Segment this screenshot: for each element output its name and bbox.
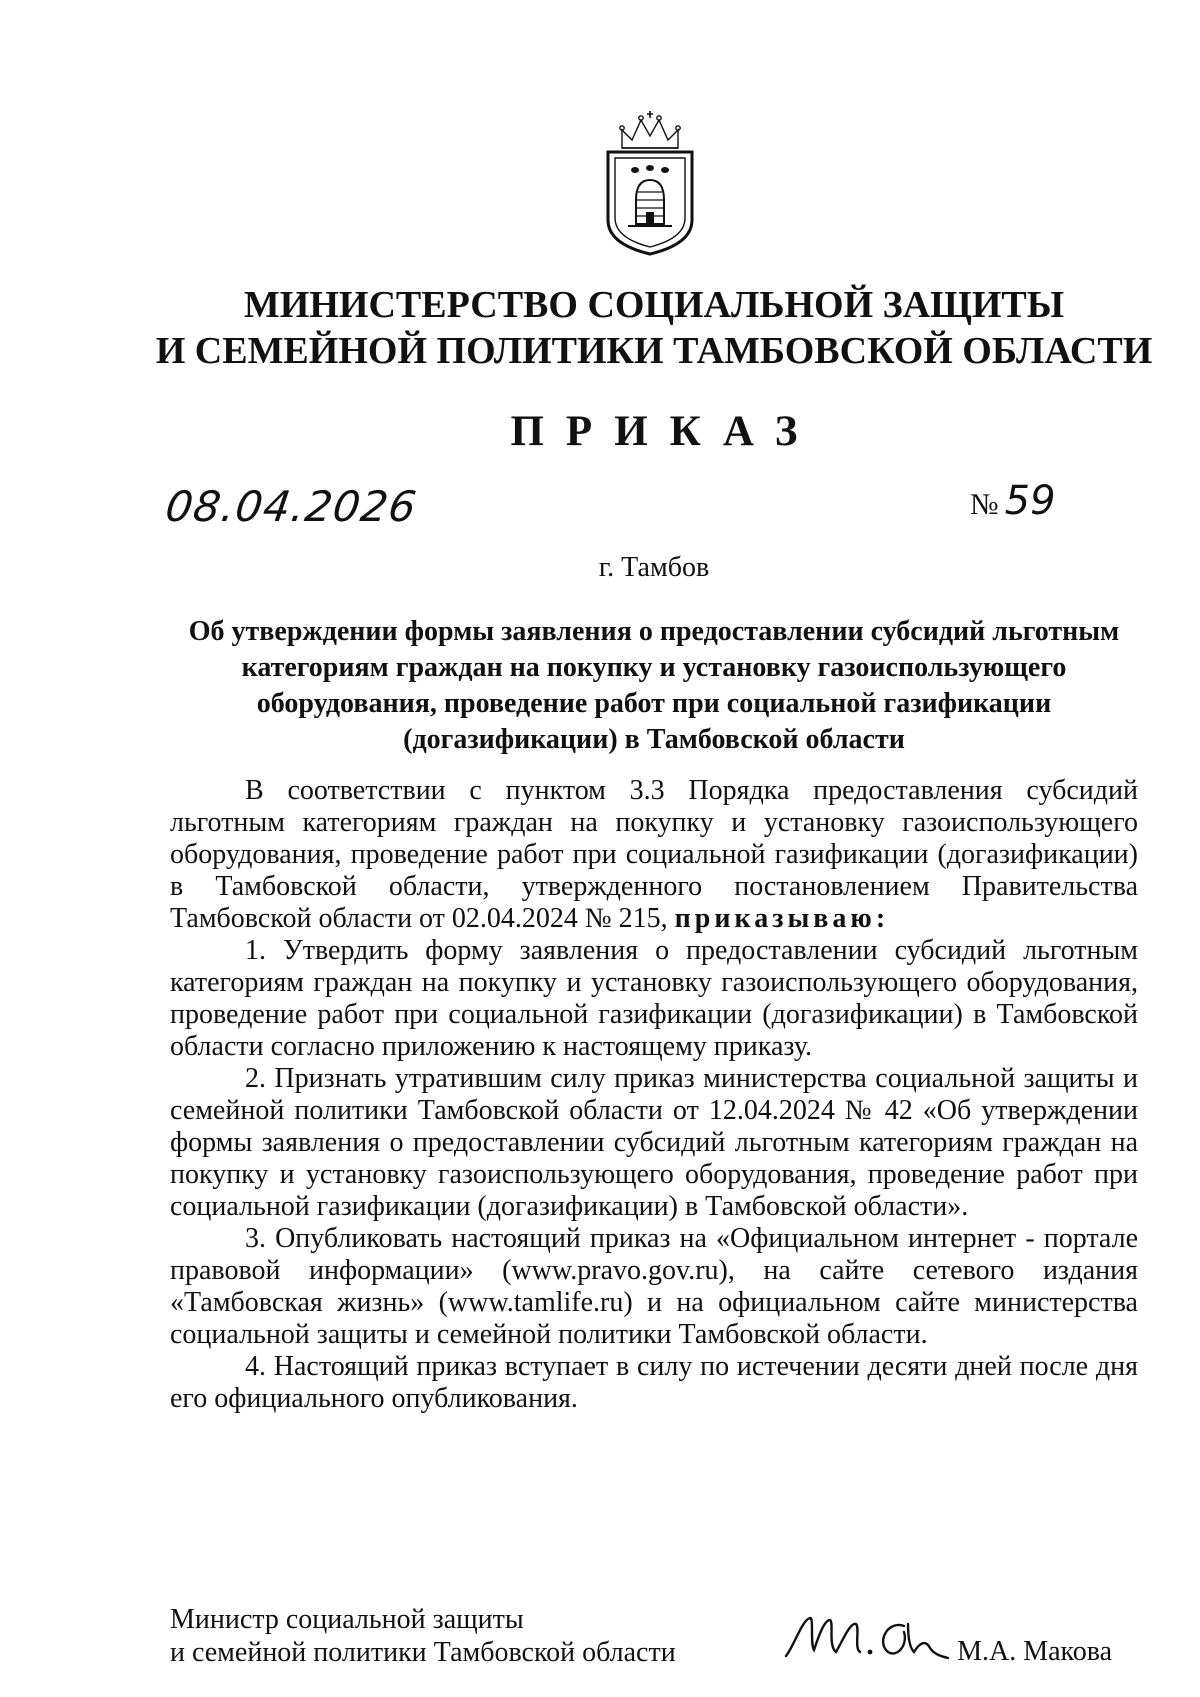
document-type: ПРИКАЗ [510,408,820,455]
title-line-2: категориям граждан на покупку и установку газоиспользующего [241,652,1067,683]
document-date: 08.04.2026 [162,482,420,531]
number-label: № [970,488,999,521]
preamble-paragraph [170,775,1138,935]
document-city: г. Тамбов [598,552,710,583]
ministry-line-2: И СЕМЕЙНОЙ ПОЛИТИКИ ТАМБОВСКОЙ ОБЛАСТИ [155,330,1153,372]
number-value: 59 [1004,478,1056,524]
item-4: 4. Настоящий приказ вступает в силу по истечении десяти дней после дня его официального опубликования. [170,1351,1138,1414]
title-line-4: (догазификации) в Тамбовской области [403,724,905,755]
item-2: 2. Признать утратившим силу приказ министерства социальной защиты и семейной политики Тамбовской области от 12.04.2024 № 42 «Об утверждении формы заявления о предоставлении субсидий льготным категориям граждан на покупку и установку газоиспользующего оборудования, проведение работ при социальной газификации (догазификации) в Тамбовской области». [170,1063,1138,1222]
title-line-3: оборудования, проведение работ при социальной газификации [256,688,1052,719]
document-title [170,614,1138,758]
item-3: 3. Опубликовать настоящий приказ на «Официальном интернет - портале правовой информации» (www.pravo.gov.ru), на сайте сетевого издания «Тамбовская жизнь» (www.tamlife.ru) и на официальном сайте министерства социальной защиты и семейной политики Тамбовской области. [170,1223,1138,1350]
item-1: 1. Утвердить форму заявления о предоставлении субсидий льготным категориям граждан на покупку и установку газоиспользующего оборудования, проведение работ при социальной газификации (догазификации) в Тамбовской области согласно приложению к настоящему приказу. [170,935,1138,1062]
coat-of-arms-icon [600,108,700,256]
signer-name: М.А. Макова [957,1636,1112,1667]
signer-position-line-1: Министр социальной защиты [170,1604,524,1635]
order-word: приказываю: [674,903,890,934]
handwritten-signature-icon [780,1598,960,1678]
ministry-name [100,282,1200,374]
document-number [970,478,1056,524]
signer-position-line-2: и семейной политики Тамбовской области [170,1637,676,1668]
ministry-line-1: МИНИСТЕРСТВО СОЦИАЛЬНОЙ ЗАЩИТЫ [243,284,1065,326]
title-line-1: Об утверждении формы заявления о предоставлении субсидий льготным [188,616,1120,647]
preamble-text: В соответствии с пунктом 3.3 Порядка предоставления субсидий льготным категориям граждан на покупку и установку газоиспользующего оборудования, проведение работ при социальной газификации (догазификации) в Тамбовской области, утвержденного постановлением Правительства Тамбовской области от 02.04.2024 № 215, [170,775,1138,934]
signer-position [170,1603,676,1669]
document-body [170,775,1138,1415]
